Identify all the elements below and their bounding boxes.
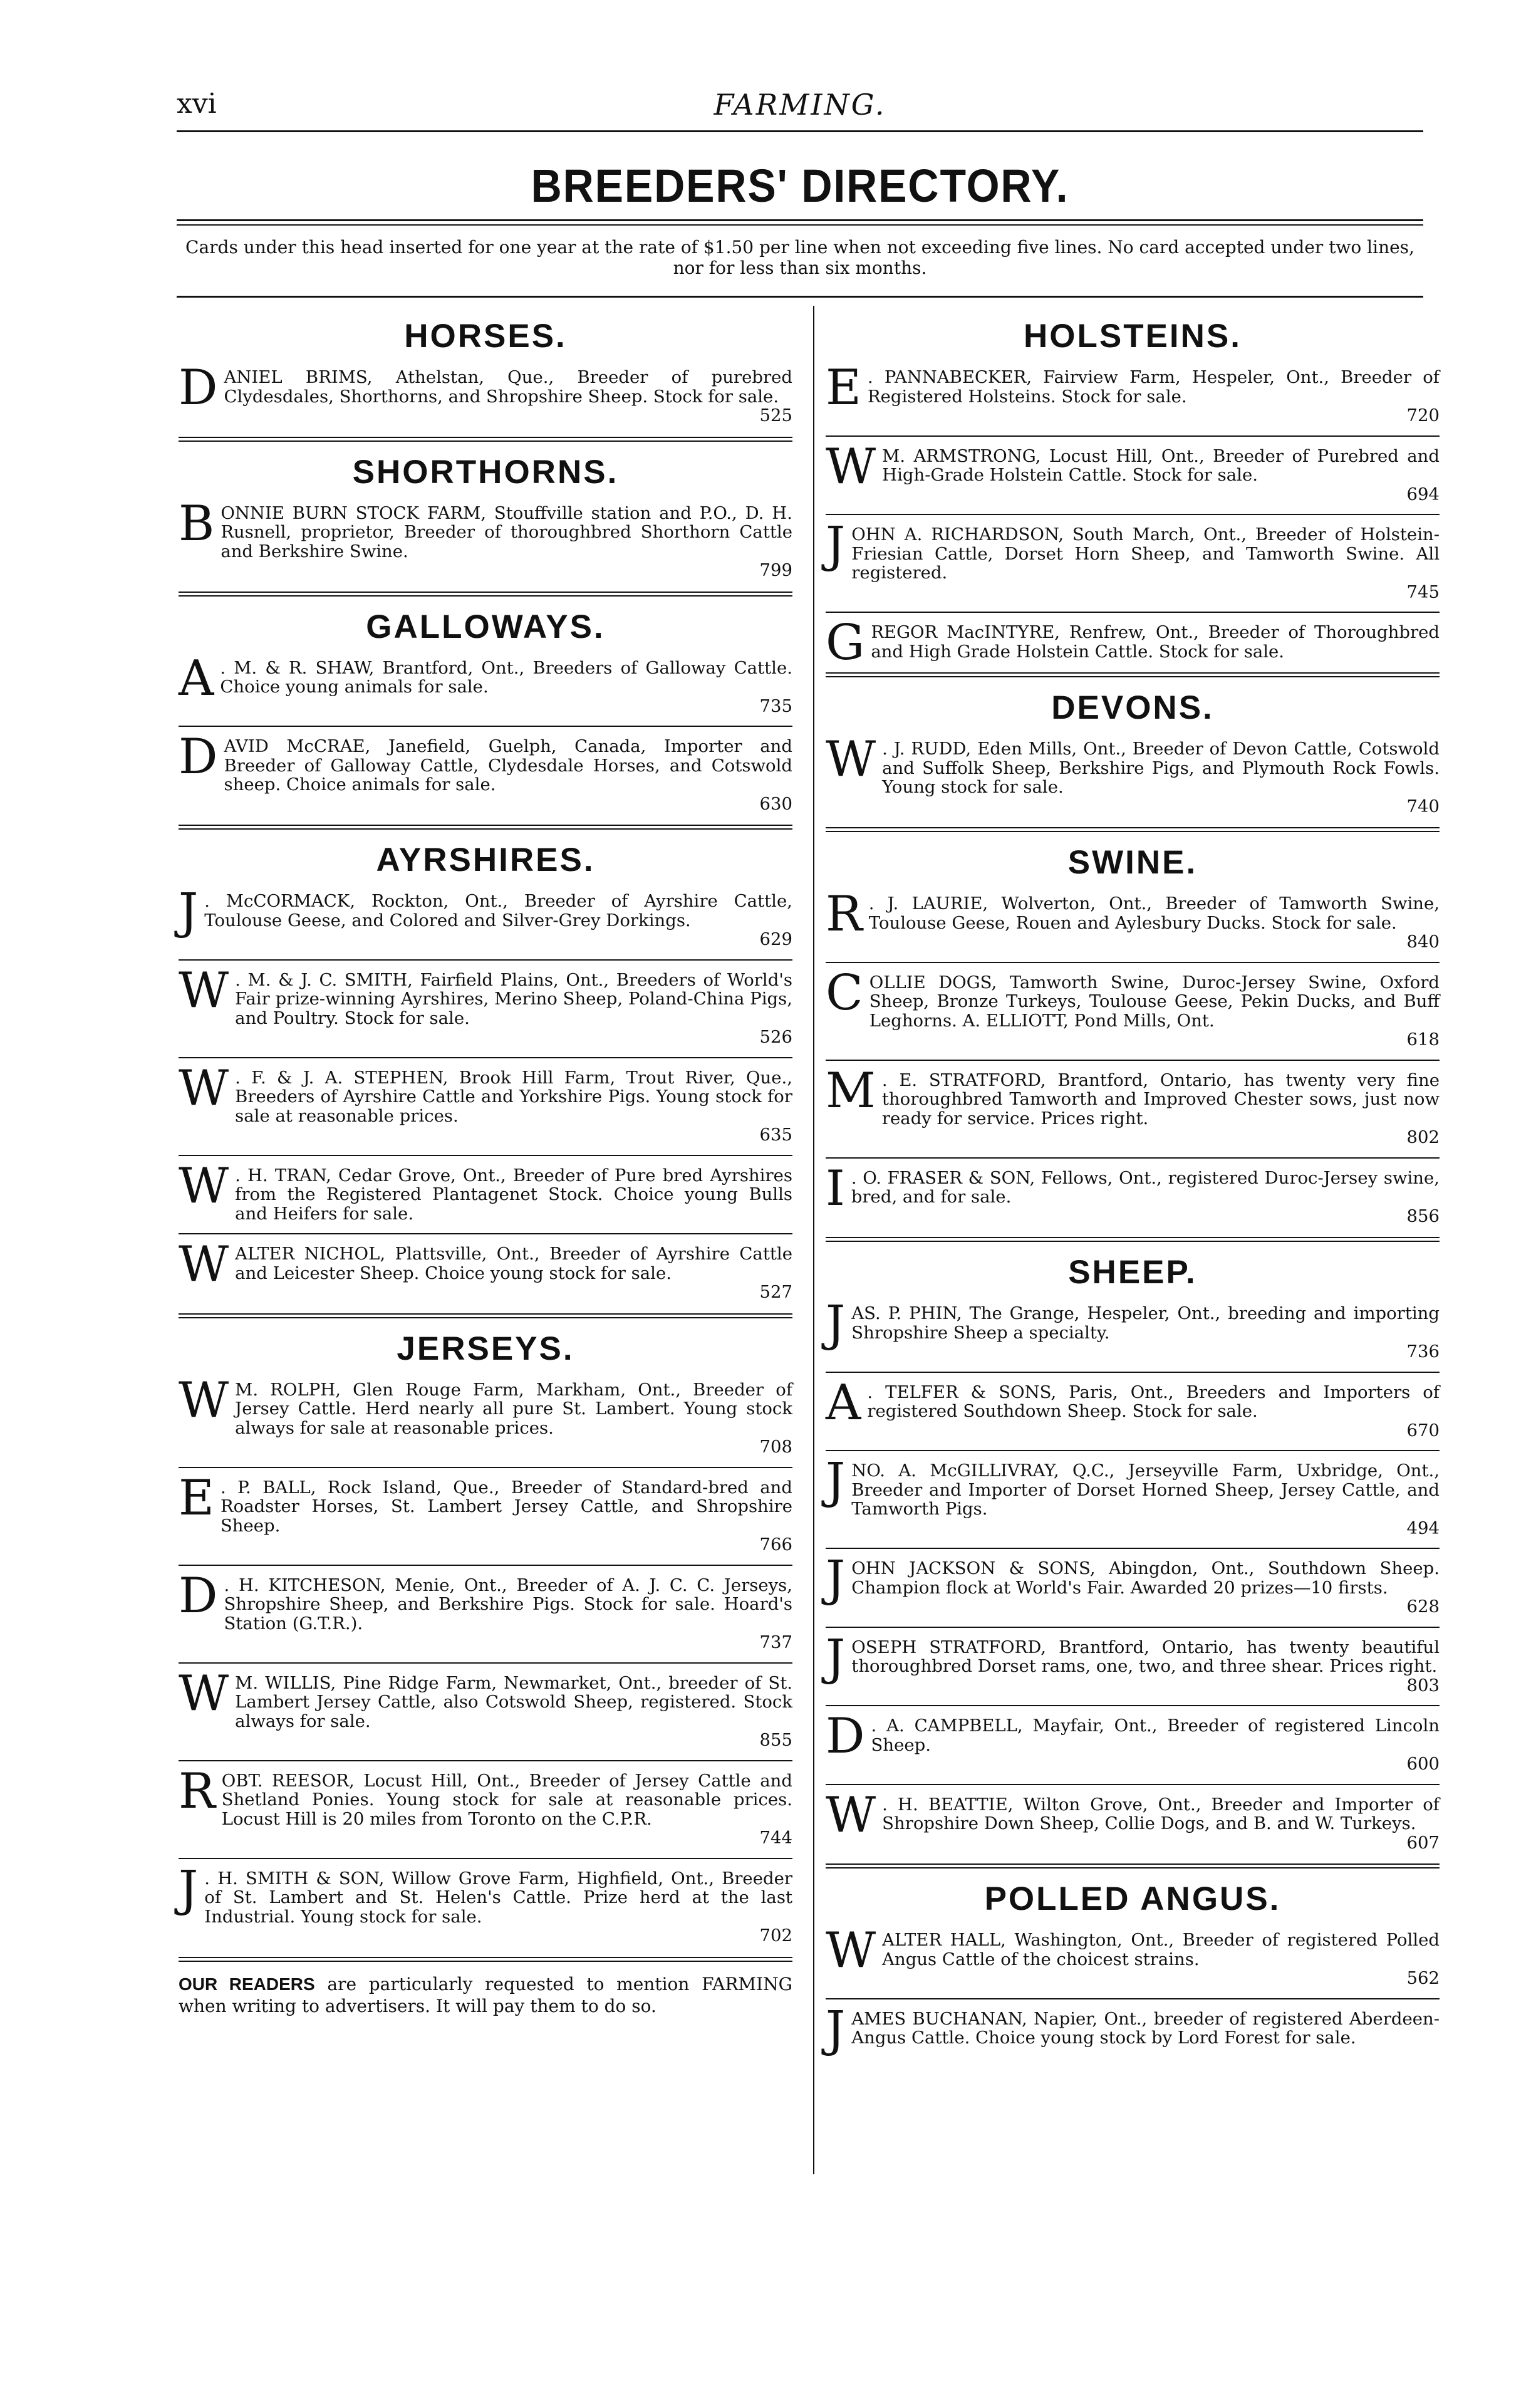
section-heading-devons: DEVONS. [1051,689,1214,726]
card-number: 740 [1406,796,1440,816]
breeder-card [826,1160,1440,1227]
drop-initial: W [179,1665,229,1722]
section-rule [826,1237,1440,1242]
drop-initial: W [826,731,876,788]
section-rule [826,1863,1440,1869]
drop-initial: J [826,1551,846,1607]
breeder-card [179,1665,792,1751]
section-rule [826,827,1440,832]
card-text: NO. A. McGILLIVRAY, Q.C., Jerseyville Farm, Uxbridge, Ont., Breeder and Importer of Dorset Horned Sheep, Jersey Cattle, and Tamworth Pigs. [851,1461,1440,1519]
header-rule [177,130,1423,132]
card-rule [826,514,1440,515]
card-text: . H. TRAN, Cedar Grove, Ont., Breeder of Pure bred Ayrshires from the Registered Plantagenet Stock. Choice young Bulls and Heifers for sale. [235,1165,792,1224]
card-text: . McCORMACK, Rockton, Ont., Breeder of Ayrshire Cattle, Toulouse Geese, and Colored and Silver-Grey Dorkings. [204,891,792,930]
card-rule [826,1998,1440,1999]
drop-initial: W [826,1786,876,1843]
card-rule [826,1372,1440,1373]
card-number: 766 [759,1535,792,1555]
drop-initial: J [826,1453,846,1509]
section-rule [179,437,792,442]
drop-initial: W [826,1922,876,1979]
breeder-card [179,360,792,427]
card-text: REGOR MacINTYRE, Renfrew, Ont., Breeder of Thoroughbred and High Grade Holstein Cattle. Stock for sale. [871,622,1440,662]
card-rule [179,1662,792,1664]
card-number: 802 [1406,1127,1440,1147]
drop-initial: E [826,360,861,416]
card-number: 803 [1406,1675,1440,1696]
card-text: ONNIE BURN STOCK FARM, Stouffville station and P.O., D. H. Rusnell, proprietor, Breeder of thoroughbred Shorthorn Cattle and Berkshire Swine. [221,503,792,561]
card-text: M. ARMSTRONG, Locust Hill, Ont., Breeder of Purebred and High-Grade Holstein Cattle. Stock for sale. [882,446,1440,485]
card-text: . F. & J. A. STEPHEN, Brook Hill Farm, Trout River, Que., Breeders of Ayrshire Cattle and Yorkshire Pigs. Young stock for sale at reasonable prices. [235,1067,792,1126]
breeder-card [179,1372,792,1458]
breeder-card [826,1062,1440,1149]
card-text: . P. BALL, Rock Island, Que., Breeder of Standard-bred and Roadster Horses, St. Lambert Jersey Cattle, and Shropshire Sheep. [220,1477,792,1536]
card-number: 737 [759,1632,792,1652]
card-number: 840 [1406,932,1440,952]
drop-initial: J [826,517,846,573]
drop-initial: W [179,1060,229,1117]
breeder-card [179,962,792,1048]
breeder-card [826,2001,1440,2058]
readers-note-text: are particularly requested to mention FARMING when writing to advertisers. It will pay them to do so. [179,1973,792,2016]
card-rule [179,1467,792,1468]
section-heading-horses: HORSES. [404,318,567,355]
drop-initial: R [179,1763,215,1820]
card-text: . H. BEATTIE, Wilton Grove, Ont., Breeder and Importer of Shropshire Down Sheep, Collie Dogs, and B. and W. Turkeys. [882,1794,1440,1833]
section-heading-holsteins: HOLSTEINS. [1023,318,1242,355]
section-heading-polled-angus: POLLED ANGUS. [984,1880,1281,1917]
card-number: 630 [759,793,792,814]
breeder-card [179,1157,792,1225]
drop-initial: W [179,1157,229,1214]
breeder-card [826,1922,1440,1989]
breeder-card [179,495,792,581]
drop-initial: A [826,1374,861,1431]
drop-initial: D [826,1708,865,1764]
breeder-card [826,731,1440,817]
card-number: 628 [1406,1597,1440,1617]
card-number: 735 [759,696,792,716]
card-number: 635 [759,1125,792,1145]
breeder-card [179,1236,792,1303]
card-text: OHN A. RICHARDSON, South March, Ont., Breeder of Holstein-Friesian Cattle, Dorset Horn Sheep, and Tamworth Swine. All registered. [851,524,1440,583]
card-rule [179,1858,792,1859]
card-number: 856 [1406,1206,1440,1226]
card-number: 562 [1406,1968,1440,1988]
drop-initial: E [179,1469,214,1526]
drop-initial: J [179,1860,199,1917]
card-rule [179,1760,792,1761]
card-text: OLLIE DOGS, Tamworth Swine, Duroc-Jersey Swine, Oxford Sheep, Bronze Turkeys, Toulouse Geese, Pekin Ducks, and Buff Leghorns. A. ELLIOTT, Pond Mills, Ont. [869,972,1440,1031]
drop-initial: D [179,360,218,416]
section-heading-swine: SWINE. [1067,844,1198,881]
card-number: 607 [1406,1832,1440,1853]
card-text: ANIEL BRIMS, Athelstan, Que., Breeder of purebred Clydesdales, Shorthorns, and Shropshire Sheep. Stock for sale. [224,367,792,407]
card-number: 736 [1406,1342,1440,1362]
breeder-card [826,1551,1440,1618]
card-rule [826,1060,1440,1061]
title-rule-bottom [177,224,1423,226]
breeder-card [179,650,792,717]
breeder-card [826,1629,1440,1697]
drop-initial: W [826,438,876,495]
drop-initial: J [826,1296,846,1352]
card-text: ALTER HALL, Washington, Ont., Breeder of registered Polled Angus Cattle of the choicest strains. [882,1930,1440,1969]
drop-initial: W [179,1236,229,1293]
breeder-card [179,883,792,951]
card-text: ALTER NICHOL, Plattsville, Ont., Breeder of Ayrshire Cattle and Leicester Sheep. Choice young stock for sale. [235,1244,792,1283]
rates-rule [177,296,1423,298]
rates-note: Cards under this head inserted for one year at the rate of $1.50 per line when not exceeding five lines. No card accepted under two lines, nor for less than six months. [185,237,1414,278]
breeder-card [179,1469,792,1556]
drop-initial: G [826,615,865,671]
card-rule [179,1565,792,1566]
breeder-card [826,360,1440,427]
card-rule [826,1705,1440,1706]
left-column [179,313,792,2017]
card-rule [826,962,1440,963]
drop-initial: J [179,883,199,940]
section-rule [179,592,792,597]
card-rule [826,612,1440,613]
breeder-card [179,1567,792,1654]
card-text: . O. FRASER & SON, Fellows, Ont., registered Duroc-Jersey swine, bred, and for sale. [851,1167,1440,1207]
card-text: . M. & J. C. SMITH, Fairfield Plains, Ont., Breeders of World's Fair prize-winning Ayrshires, Merino Sheep, Poland-China Pigs, and Poultry. Stock for sale. [235,969,792,1028]
card-number: 525 [759,405,792,425]
drop-initial: B [179,495,215,552]
readers-note [179,1973,792,2017]
right-column [826,313,1440,2058]
card-rule [826,1450,1440,1451]
card-text: AVID McCRAE, Janefield, Guelph, Canada, Importer and Breeder of Galloway Cattle, Clydesdale Horses, and Cotswold sheep. Choice animals for sale. [224,736,792,795]
breeder-card [826,1296,1440,1363]
drop-initial: R [826,886,863,942]
breeder-card [826,964,1440,1051]
readers-note-lead: OUR READERS [179,1974,315,1994]
column-divider [813,306,814,2174]
card-text: AMES BUCHANAN, Napier, Ont., breeder of registered Aberdeen-Angus Cattle. Choice young stock by Lord Forest for sale. [851,2008,1440,2048]
section-heading-shorthorns: SHORTHORNS. [352,453,619,491]
card-number: 694 [1406,484,1440,504]
card-number: 708 [759,1437,792,1457]
breeder-card [826,886,1440,953]
card-text: . J. RUDD, Eden Mills, Ont., Breeder of Devon Cattle, Cotswold and Suffolk Sheep, Berkshire Pigs, and Plymouth Rock Fowls. Young stock for sale. [882,739,1440,797]
card-rule [826,1157,1440,1159]
drop-initial: W [179,1372,229,1429]
breeder-card [179,1860,792,1947]
card-number: 720 [1406,405,1440,425]
drop-initial: J [826,1629,846,1686]
card-number: 600 [1406,1754,1440,1774]
title-rule-top [177,219,1423,221]
card-rule [826,1627,1440,1628]
card-text: . PANNABECKER, Fairview Farm, Hespeler, Ont., Breeder of Registered Holsteins. Stock for sale. [867,367,1440,407]
card-number: 702 [759,1926,792,1946]
breeder-card [826,1786,1440,1854]
drop-initial: M [826,1062,876,1119]
card-number: 527 [759,1282,792,1302]
breeder-card [826,1374,1440,1442]
card-text: M. WILLIS, Pine Ridge Farm, Newmarket, Ont., breeder of St. Lambert Jersey Cattle, also Cotswold Sheep, registered. Stock always for sale. [235,1672,792,1731]
card-text: . H. SMITH & SON, Willow Grove Farm, Highfield, Ont., Breeder of St. Lambert and St. Helen's Cattle. Prize herd at the last Industrial. Young stock for sale. [204,1868,792,1927]
card-number: 618 [1406,1029,1440,1050]
breeder-card [179,1060,792,1146]
page-title: BREEDERS' DIRECTORY. [531,160,1069,212]
card-number: 494 [1406,1518,1440,1538]
breeder-card [826,1708,1440,1775]
section-heading-galloways: GALLOWAYS. [366,608,605,645]
breeder-card [179,1763,792,1849]
breeder-card [826,438,1440,506]
card-text: AS. P. PHIN, The Grange, Hespeler, Ont., breeding and importing Shropshire Sheep a specialty. [851,1303,1440,1343]
card-rule [179,1155,792,1156]
card-number: 745 [1406,581,1440,602]
card-text: OBT. REESOR, Locust Hill, Ont., Breeder of Jersey Cattle and Shetland Ponies. Young stock for sale at reasonable prices. Locust Hill is 20 miles from Toronto on the C.P.R. [221,1770,792,1829]
card-text: . H. KITCHESON, Menie, Ont., Breeder of A. J. C. C. Jerseys, Shropshire Sheep, and Berkshire Pigs. Stock for sale. Hoard's Station (G.T.R.). [224,1575,792,1634]
drop-initial: W [179,962,229,1019]
card-rule [826,1784,1440,1785]
card-number: 670 [1406,1420,1440,1441]
section-rule [179,1957,792,1962]
card-text: . E. STRATFORD, Brantford, Ontario, has twenty very fine thoroughbred Tamworth and Improved Chester sows, just now ready for service. Prices right. [881,1070,1440,1128]
card-rule [179,1057,792,1058]
card-number: 799 [759,560,792,580]
running-title: FARMING. [714,88,886,122]
card-rule [826,435,1440,437]
drop-initial: D [179,1567,218,1624]
drop-initial: I [826,1160,845,1217]
section-rule [826,672,1440,677]
card-text: M. ROLPH, Glen Rouge Farm, Markham, Ont., Breeder of Jersey Cattle. Herd nearly all pure St. Lambert. Young stock always for sale at reasonable prices. [235,1379,792,1438]
section-heading-jerseys: JERSEYS. [397,1330,574,1367]
running-head [177,88,1423,125]
card-text: . J. LAURIE, Wolverton, Ont., Breeder of Tamworth Swine, Toulouse Geese, Rouen and Aylesbury Ducks. Stock for sale. [868,894,1440,933]
card-text: . TELFER & SONS, Paris, Ont., Breeders and Importers of registered Southdown Sheep. Stock for sale. [867,1382,1440,1421]
card-rule [179,959,792,961]
card-number: 526 [759,1027,792,1047]
drop-initial: C [826,964,863,1021]
breeder-card [826,517,1440,603]
section-rule [179,1313,792,1318]
card-text: . M. & R. SHAW, Brantford, Ont., Breeders of Galloway Cattle. Choice young animals for sale. [220,657,792,697]
drop-initial: D [179,729,218,785]
card-number: 855 [759,1730,792,1750]
card-text: OSEPH STRATFORD, Brantford, Ontario, has twenty beautiful thoroughbred Dorset rams, one, two, and three shear. Prices right. [851,1637,1440,1676]
card-rule [179,726,792,727]
section-heading-ayrshires: AYRSHIRES. [376,842,595,878]
card-number: 744 [759,1828,792,1848]
page-number: xvi [177,88,217,120]
drop-initial: A [179,650,214,707]
card-text: OHN JACKSON & SONS, Abingdon, Ont., Southdown Sheep. Champion flock at World's Fair. Awarded 20 prizes—10 firsts. [851,1558,1440,1598]
breeder-card [179,729,792,815]
card-number: 629 [759,929,792,949]
breeder-card [826,1453,1440,1539]
section-heading-sheep: SHEEP. [1068,1254,1197,1291]
drop-initial: J [826,2001,846,2058]
section-rule [179,825,792,830]
breeder-card [826,615,1440,671]
card-rule [826,1548,1440,1549]
card-text: . A. CAMPBELL, Mayfair, Ont., Breeder of registered Lincoln Sheep. [871,1716,1440,1755]
card-rule [179,1233,792,1234]
